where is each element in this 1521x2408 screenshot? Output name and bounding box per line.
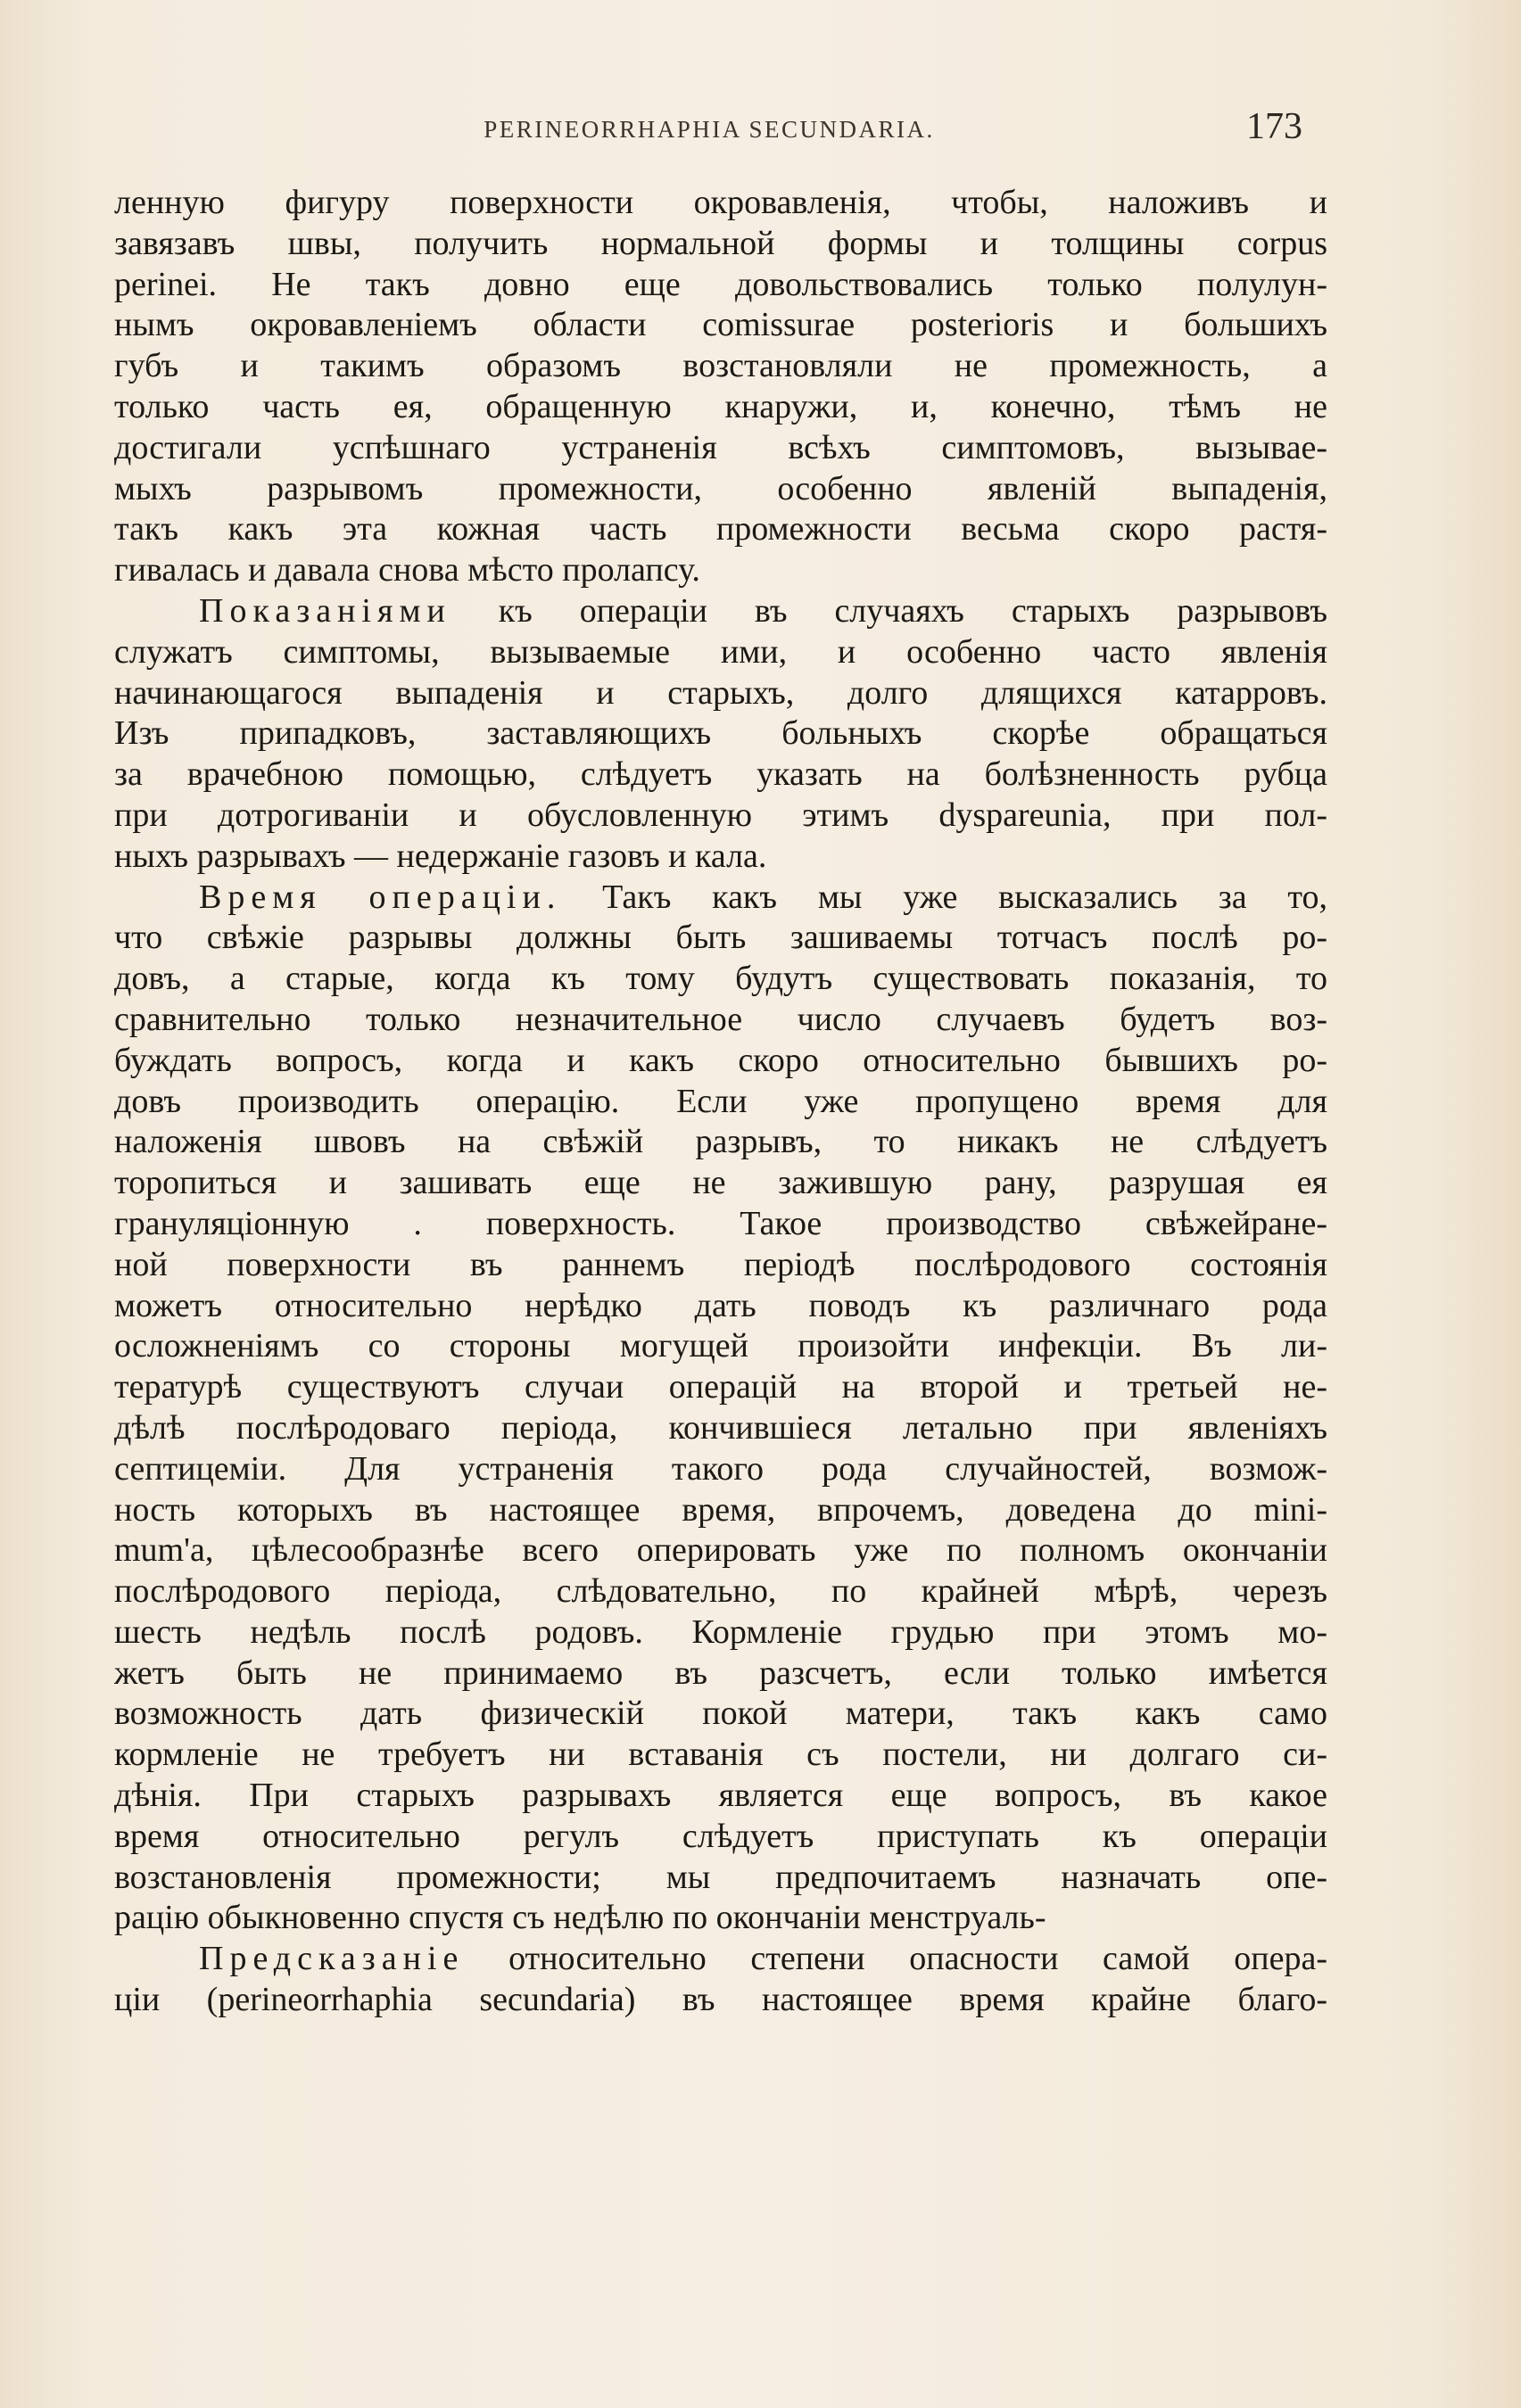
text-line: mum'a, цѣлесообразнѣе всего оперировать уже по полномъ окончаніи <box>114 1531 1327 1570</box>
text-line: можетъ относительно нерѣдко дать поводъ къ различнаго рода <box>114 1286 1327 1324</box>
text-line: довъ, а старые, когда къ тому будутъ существовать показанія, то <box>114 960 1327 998</box>
text-line: за врачебною помощью, слѣдуетъ указать на болѣзненность рубца <box>114 755 1327 794</box>
text-fragment: къ операціи въ случаяхъ старыхъ разрывовъ <box>498 591 1327 630</box>
text-line: послѣродового періода, слѣдовательно, по крайней мѣрѣ, черезъ <box>114 1572 1327 1611</box>
text-line: Изъ припадковъ, заставляющихъ больныхъ скорѣе обращаться <box>114 714 1327 753</box>
text-line: рацію обыкновенно спустя съ недѣлю по окончаніи менструаль- <box>114 1899 1046 1937</box>
section-heading-timing: Время операціи. <box>199 878 562 916</box>
text-line: довъ производить операцію. Если уже пропущено время для <box>114 1082 1327 1120</box>
page-header <box>116 105 1302 159</box>
text-line: что свѣжіе разрывы должны быть зашиваемы тотчасъ послѣ ро- <box>114 919 1327 957</box>
running-head: PERINEORRHAPHIA SECUNDARIA. <box>484 116 935 143</box>
paragraph-2 <box>114 591 1327 878</box>
text-line: ныхъ разрывахъ — недержаніе газовъ и кала. <box>114 837 767 875</box>
text-line: гивалась и давала снова мѣсто пролапсу. <box>114 551 700 590</box>
paragraph-1 <box>114 183 1327 591</box>
text-line: наложенія швовъ на свѣжій разрывъ, то никакъ не слѣдуетъ <box>114 1123 1327 1161</box>
text-line: мыхъ разрывомъ промежности, особенно явленій выпаденія, <box>114 469 1327 507</box>
text-line: ціи (perineorrhaphia secundaria) въ настоящее время крайне благо- <box>114 1981 1327 2019</box>
text-line: ность которыхъ въ настоящее время, впрочемъ, доведена до mini- <box>114 1490 1327 1529</box>
text-line: тературѣ существуютъ случаи операцій на второй и третьей не- <box>114 1368 1327 1406</box>
text-line: нымъ окровавленіемъ области comissurae posterioris и большихъ <box>114 306 1327 344</box>
text-line: септицеміи. Для устраненія такого рода случайностей, возмож- <box>114 1449 1327 1488</box>
paragraph-4 <box>114 1939 1327 2021</box>
text-line: при дотрогиваніи и обусловленную этимъ dyspareunia, при пол- <box>114 796 1327 834</box>
text-line: perinei. Не такъ довно еще довольствовались только полулун- <box>114 265 1327 303</box>
text-line: дѣлѣ послѣродоваго періода, кончившіеся летально при явленіяхъ <box>114 1408 1327 1447</box>
text-fragment: Такъ какъ мы уже высказались за то, <box>602 878 1327 916</box>
text-line: дѣнія. При старыхъ разрывахъ является еще вопросъ, въ какое <box>114 1777 1327 1815</box>
text-line: такъ какъ эта кожная часть промежности весьма скоро растя- <box>114 510 1327 548</box>
text-line <box>114 591 1327 632</box>
text-line: осложненіямъ со стороны могущей произойти инфекціи. Въ ли- <box>114 1327 1327 1365</box>
text-line: завязавъ швы, получить нормальной формы и толщины corpus <box>114 224 1327 262</box>
text-line: кормленіе не требуетъ ни вставанія съ постели, ни долгаго си- <box>114 1736 1327 1774</box>
text-line: служатъ симптомы, вызываемые ими, и особенно часто явленія <box>114 632 1327 671</box>
page-body <box>114 183 1327 2021</box>
text-line: только часть ея, обращенную кнаружи, и, конечно, тѣмъ не <box>114 387 1327 425</box>
text-line: ленную фигуру поверхности окровавленія, чтобы, наложивъ и <box>114 184 1327 221</box>
text-line: достигали успѣшнаго устраненія всѣхъ симптомовъ, вызывае- <box>114 428 1327 466</box>
text-line: торопиться и зашивать еще не зажившую рану, разрушая ея <box>114 1164 1327 1202</box>
text-line: буждать вопросъ, когда и какъ скоро относительно бывшихъ ро- <box>114 1041 1327 1079</box>
text-line <box>114 878 1327 919</box>
section-heading-indications: Показаніями <box>199 591 451 630</box>
text-line <box>114 1939 1327 1980</box>
text-line: возможность дать физическій покой матери, такъ какъ само <box>114 1695 1327 1733</box>
text-line: грануляціонную . поверхность. Такое производство свѣжейране- <box>114 1204 1327 1242</box>
text-line: сравнительно только незначительное число случаевъ будетъ воз- <box>114 1000 1327 1038</box>
text-line: губъ и такимъ образомъ возстановляли не промежность, а <box>114 347 1327 385</box>
text-line: жетъ быть не принимаемо въ разсчетъ, если только имѣется <box>114 1653 1327 1692</box>
text-line: возстановленія промежности; мы предпочитаемъ назначать опе- <box>114 1858 1327 1896</box>
text-line: ной поверхности въ раннемъ періодѣ послѣродового состоянія <box>114 1245 1327 1283</box>
text-line: время относительно регулъ слѣдуетъ приступать къ операціи <box>114 1817 1327 1855</box>
section-heading-prognosis: Предсказаніе <box>199 1940 465 1978</box>
page-number: 173 <box>1246 106 1302 147</box>
text-line: шесть недѣль послѣ родовъ. Кормленіе грудью при этомъ мо- <box>114 1612 1327 1651</box>
paragraph-3 <box>114 878 1327 1940</box>
text-fragment: относительно степени опасности самой опера- <box>508 1940 1327 1978</box>
text-line: начинающагося выпаденія и старыхъ, долго длящихся катарровъ. <box>114 673 1327 712</box>
